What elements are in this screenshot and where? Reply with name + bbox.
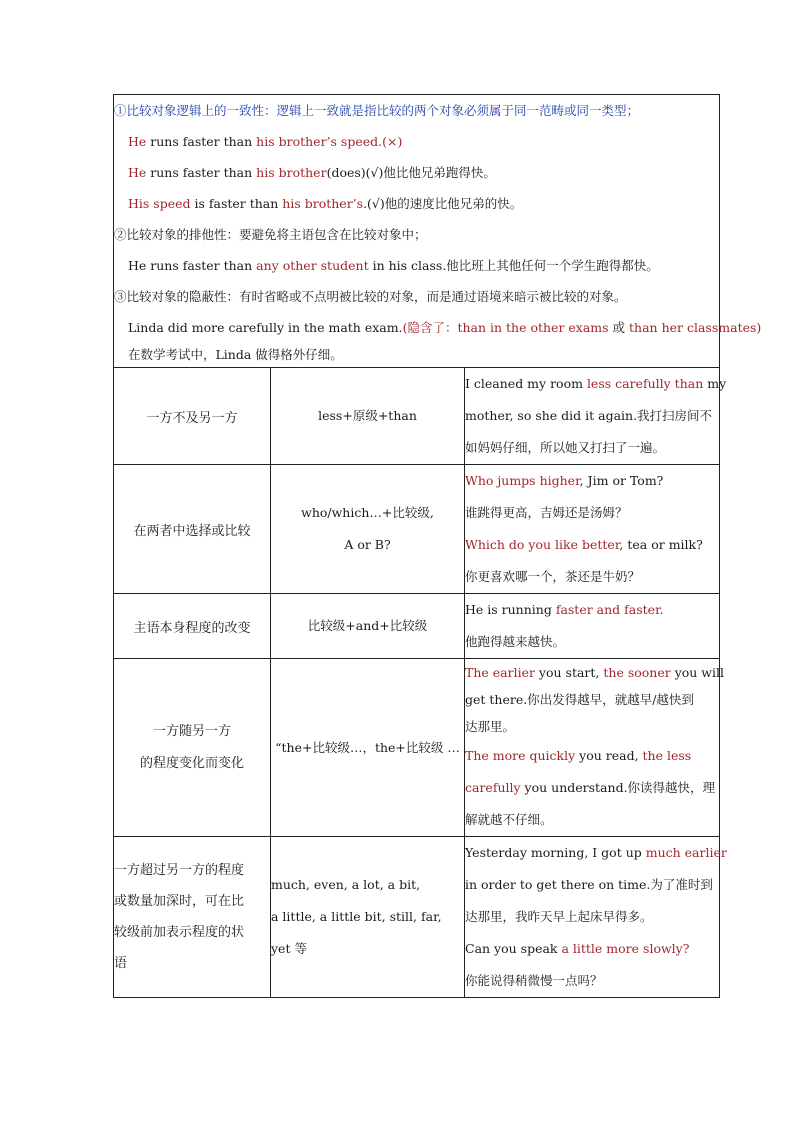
pattern-cell: much, even, a lot, a bit, a little, a little bit, still, far, yet 等 bbox=[271, 837, 465, 998]
intro-row bbox=[114, 95, 720, 368]
usage-cell: 在两者中选择或比较 bbox=[114, 465, 271, 594]
usage-cell: 一方超过另一方的程度 或数量加深时，可在比 较级前加表示程度的状 语 bbox=[114, 837, 271, 998]
pattern-cell: 比较级+and+比较级 bbox=[271, 594, 465, 659]
example-cell: The earlier you start, the sooner you will get there.你出发得越早，就越早/越快到 达那里。 The more quickly you read, the less carefully you understand.你读得越快，理 解就越不仔细。 bbox=[465, 659, 720, 837]
grammar-sheet bbox=[113, 94, 762, 998]
point1-example-2: He runs faster than his brother(does)(√)他比他兄弟跑得快。 bbox=[128, 165, 496, 180]
example-cell: He is running faster and faster. 他跑得越来越快。 bbox=[465, 594, 720, 659]
intro-cell bbox=[114, 95, 762, 368]
table-row bbox=[114, 659, 720, 837]
usage-cell: 主语本身程度的改变 bbox=[114, 594, 271, 659]
point2-heading: ②比较对象的排他性：要避免将主语包含在比较对象中； bbox=[114, 227, 427, 242]
point3-example-translation: 在数学考试中，Linda 做得格外仔细。 bbox=[128, 347, 343, 362]
usage-cell: 一方不及另一方 bbox=[114, 368, 271, 465]
point3-example: Linda did more carefully in the math exam.(隐含了：than in the other exams 或 than her classmates) bbox=[128, 320, 762, 335]
point2-example: He runs faster than any other student in his class.他比班上其他任何一个学生跑得都快。 bbox=[128, 258, 659, 273]
point1-example-1: He runs faster than his brother’s speed.(×) bbox=[128, 134, 403, 149]
pattern-cell: “the+比较级…，the+比较级 … bbox=[271, 659, 465, 837]
table-row bbox=[114, 465, 720, 594]
point1-example-3: His speed is faster than his brother’s.(√)他的速度比他兄弟的快。 bbox=[128, 196, 523, 211]
comparison-table bbox=[113, 94, 762, 998]
example-cell: Yesterday morning, I got up much earlier in order to get there on time.为了准时到 达那里，我昨天早上起床早得多。 Can you speak a little more slowly? 你能说得稍微慢一点吗？ bbox=[465, 837, 720, 998]
table-row bbox=[114, 368, 720, 465]
pattern-cell: who/which…+比较级, A or B? bbox=[271, 465, 465, 594]
point3-heading: ③比较对象的隐蔽性：有时省略或不点明被比较的对象，而是通过语境来暗示被比较的对象。 bbox=[114, 289, 627, 304]
point1-heading: ①比较对象逻辑上的一致性：逻辑上一致就是指比较的两个对象必须属于同一范畴或同一类型； bbox=[114, 103, 640, 118]
table-row bbox=[114, 837, 720, 998]
pattern-cell: less+原级+than bbox=[271, 368, 465, 465]
example-cell: Who jumps higher, Jim or Tom? 谁跳得更高，吉姆还是汤姆？ Which do you like better, tea or milk? 你更喜欢哪一个，茶还是牛奶？ bbox=[465, 465, 720, 594]
example-cell: I cleaned my room less carefully than my mother, so she did it again.我打扫房间不 如妈妈仔细，所以她又打扫了一遍。 bbox=[465, 368, 720, 465]
usage-cell: 一方随另一方 的程度变化而变化 bbox=[114, 659, 271, 837]
table-row bbox=[114, 594, 720, 659]
